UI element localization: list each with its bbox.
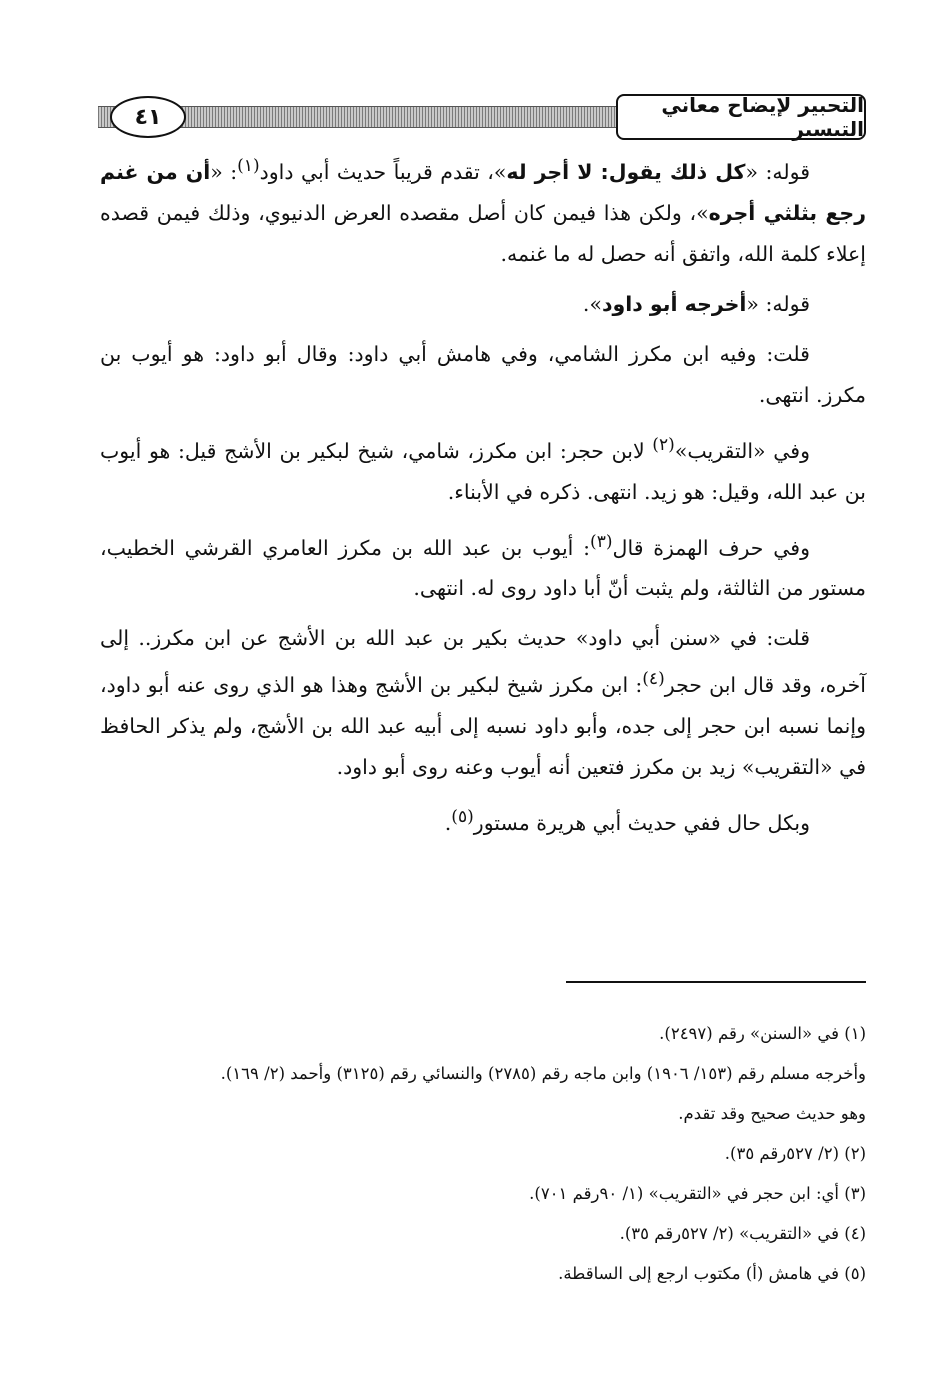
quoted-bold-text: أخرجه أبو داود <box>601 291 747 316</box>
text-run: قوله: « <box>746 291 810 316</box>
paragraph-6 <box>100 618 866 788</box>
text-run: . <box>444 811 452 836</box>
quoted-bold-text: أن من غنم رجع بثلثي أجره <box>100 159 866 225</box>
paragraph-1 <box>100 146 866 275</box>
text-run: وفي حرف الهمزة قال <box>612 535 810 560</box>
text-run: قلت: وفيه ابن مكرز الشامي، وفي هامش أبي داود: وقال أبو داود: هو أيوب بن مكرز. انتهى. <box>100 341 866 407</box>
text-run: : « <box>210 159 238 184</box>
paragraph-4 <box>100 425 866 513</box>
footnote-4: (٤) في «التقريب» (٢/ ٥٢٧رقم ٣٥). <box>619 1224 866 1243</box>
paragraph-5 <box>100 522 866 610</box>
footnote-5: (٥) في هامش (أ) مكتوب ارجع إلى الساقطة. <box>558 1264 866 1283</box>
page-header <box>98 93 866 141</box>
footnote-2: (٢) (٢/ ٥٢٧رقم ٣٥). <box>724 1144 866 1163</box>
paragraph-7 <box>100 797 866 844</box>
paragraph-2 <box>100 284 866 325</box>
text-run: »، تقدم قريباً حديث أبي داود <box>259 159 507 184</box>
text-run: وبكل حال ففي حديث أبي هريرة مستور <box>473 811 810 836</box>
text-run: قوله: « <box>745 159 810 184</box>
paragraph-3 <box>100 334 866 416</box>
footnote-separator <box>566 981 866 983</box>
footnote-ref: (٤) <box>642 669 665 690</box>
footnote-ref: (١) <box>237 156 260 176</box>
text-run: لابن حجر: ابن مكرز، شامي، شيخ لبكير بن الأشج قيل: هو أيوب بن عبد الله، وقيل: هو زيد. انتهى. ذكره في الأبناء. <box>100 438 866 504</box>
footnote-1-continued: وأخرجه مسلم رقم (١٥٣/ ١٩٠٦) وابن ماجه رقم (٢٧٨٥) والنسائي رقم (٣١٢٥) وأحمد (٢/ ١٦٩). <box>220 1064 866 1083</box>
text-run: قلت: في «سنن أبي داود» حديث بكير بن عبد الله بن الأشج عن ابن مكرز.. إلى آخره، وقد قال ابن حجر <box>100 626 866 698</box>
footnote-1: (١) في «السنن» رقم (٢٤٩٧). <box>659 1024 866 1043</box>
quoted-bold-text: كل ذلك يقول: لا أجر له <box>506 159 746 184</box>
footnote-1-continued: وهو حديث صحيح وقد تقدم. <box>678 1104 866 1123</box>
footnote-ref: (٢) <box>652 434 675 455</box>
footnote-ref: (٣) <box>590 531 613 552</box>
page-number: ٤١ <box>110 96 186 138</box>
book-title: التحبير لإيضاح معاني التيسير <box>616 94 866 140</box>
main-text <box>100 146 866 853</box>
footnote-3: (٣) أي: ابن حجر في «التقريب» (١/ ٩٠رقم ٧٠١). <box>529 1184 866 1203</box>
text-run: : أيوب بن عبد الله بن مكرز العامري القرشي الخطيب، مستور من الثالثة، ولم يثبت أنّ أبا داود روى له. انتهى. <box>100 535 866 601</box>
footnotes <box>100 1014 866 1294</box>
text-run: ». <box>582 291 602 316</box>
text-run: : ابن مكرز شيخ لبكير بن الأشج وهذا هو الذي روى عنه أبو داود، وإنما نسبه ابن حجر إلى جده، وأبو داود نسبه إلى أبيه عبد الله بن الأشج، ولم يذكر الحافظ في «التقريب» زيد بن مكرز فتعين أنه أيوب وعنه روى أبو داود. <box>100 673 866 780</box>
footnote-ref: (٥) <box>451 807 474 828</box>
text-run: »، ولكن هذا فيمن كان أصل مقصده العرض الدنيوي، وذلك فيمن قصده إعلاء كلمة الله، واتفق أنه حصل له ما غنمه. <box>100 200 866 266</box>
text-run: وفي «التقريب» <box>674 438 810 463</box>
